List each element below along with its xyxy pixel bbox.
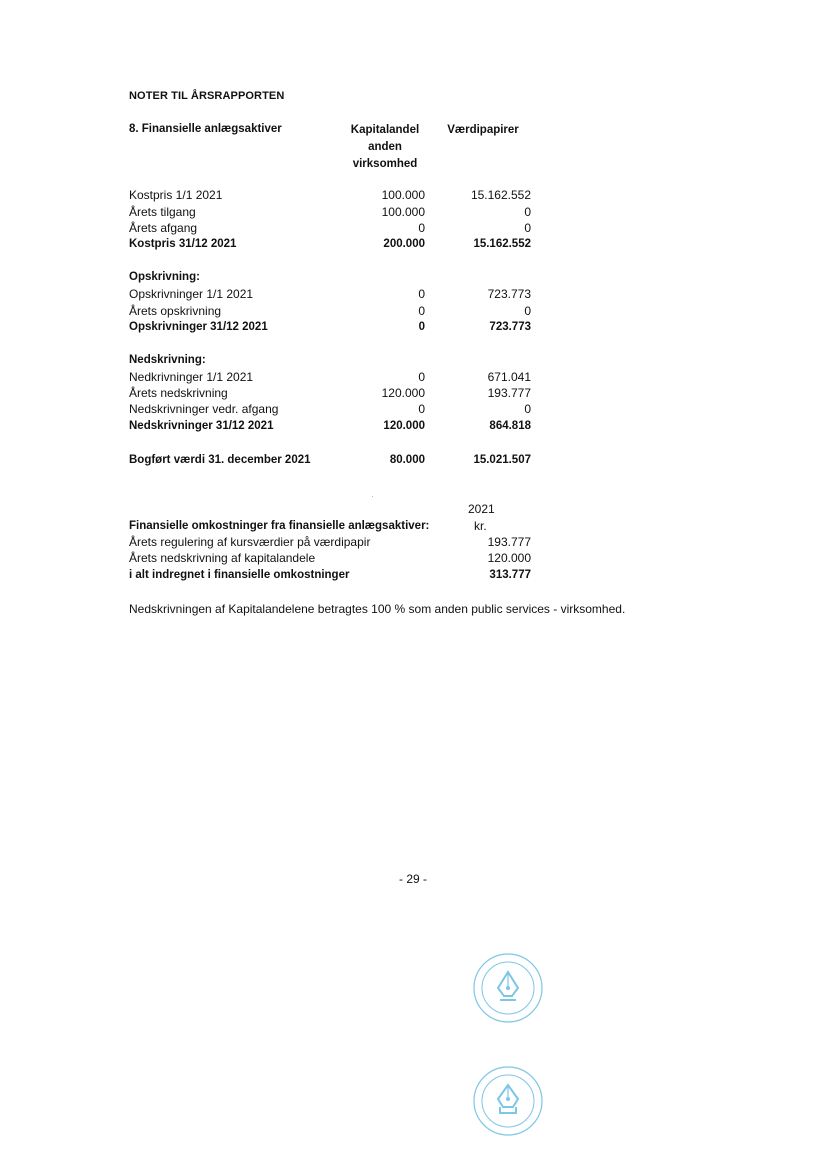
- row-value-vaerdipapirer: 15.162.552: [473, 238, 531, 250]
- row-label: Kostpris 31/12 2021: [129, 238, 237, 250]
- table-row-total: [129, 418, 531, 434]
- row-value-vaerdipapirer: 0: [524, 221, 531, 235]
- row-value-vaerdipapirer: 864.818: [489, 420, 531, 432]
- table-row: [129, 385, 531, 401]
- row-label: i alt indregnet i finansielle omkostninger: [129, 569, 350, 581]
- row-label: Årets afgang: [129, 221, 198, 235]
- signature-seal-icon: [470, 1063, 546, 1139]
- row-value-vaerdipapirer: 0: [524, 304, 531, 318]
- row-value-kapitalandel: 0: [418, 321, 425, 333]
- table-row: [129, 220, 531, 236]
- table-subheading: [129, 269, 531, 285]
- signature-seal-icon: [470, 950, 546, 1026]
- row-label: Opskrivninger 31/12 2021: [129, 321, 268, 333]
- page-heading: NOTER TIL ÅRSRAPPORTEN: [129, 90, 285, 102]
- table-row: [129, 187, 531, 203]
- row-value: 313.777: [489, 569, 531, 581]
- row-value-kapitalandel: 80.000: [389, 454, 425, 466]
- row-value-kapitalandel: 100.000: [381, 205, 425, 219]
- stray-mark: [372, 496, 373, 497]
- financial-costs-title: Finansielle omkostninger fra finansielle anlægsaktiver:: [129, 520, 430, 532]
- row-value-kapitalandel: 0: [418, 304, 425, 318]
- row-value-kapitalandel: 120.000: [381, 386, 425, 400]
- table-row: [129, 401, 531, 417]
- footnote: Nedskrivningen af Kapitalandelene betragtes 100 % som anden public services - virksomhed.: [129, 602, 626, 616]
- row-label: Nedkrivninger 1/1 2021: [129, 370, 254, 384]
- row-label: Nedskrivninger vedr. afgang: [129, 402, 279, 416]
- row-label: Bogført værdi 31. december 2021: [129, 454, 311, 466]
- page-number: - 29 -: [398, 872, 427, 886]
- row-value-vaerdipapirer: 0: [524, 402, 531, 416]
- column-header-line: Kapitalandel: [350, 124, 420, 136]
- column-header-vaerdipapirer: Værdipapirer: [447, 124, 519, 136]
- column-header-line: virksomhed: [352, 158, 418, 170]
- table-row: [129, 286, 531, 302]
- row-label: Nedskrivninger 31/12 2021: [129, 420, 274, 432]
- row-label: Opskrivninger 1/1 2021: [129, 287, 254, 301]
- row-value-vaerdipapirer: 15.021.507: [473, 454, 531, 466]
- row-value-kapitalandel: 0: [418, 221, 425, 235]
- row-value-kapitalandel: 120.000: [383, 420, 425, 432]
- row-value-kapitalandel: 0: [418, 287, 425, 301]
- row-value: 193.777: [487, 535, 531, 549]
- column-header-kapitalandel: [340, 122, 430, 173]
- financial-costs-row: [129, 534, 531, 550]
- table-row-total: [129, 319, 531, 335]
- table-subheading: [129, 352, 531, 368]
- row-value-vaerdipapirer: 193.777: [487, 386, 531, 400]
- row-value: 120.000: [487, 551, 531, 565]
- row-label: Årets nedskrivning af kapitalandele: [129, 551, 316, 565]
- row-value-kapitalandel: 0: [418, 370, 425, 384]
- financial-costs-year: 2021: [468, 502, 495, 516]
- table-row: [129, 369, 531, 385]
- row-label: Årets regulering af kursværdier på værdipapir: [129, 535, 371, 549]
- table-row: [129, 303, 531, 319]
- row-label: Årets nedskrivning: [129, 386, 228, 400]
- table-row-total: [129, 236, 531, 252]
- section-title: 8. Finansielle anlægsaktiver: [129, 123, 282, 135]
- column-header-line: anden: [368, 141, 402, 153]
- row-value-vaerdipapirer: 0: [524, 205, 531, 219]
- financial-costs-unit: kr.: [474, 519, 487, 533]
- financial-costs-row: [129, 550, 531, 566]
- table-row-book-value: [129, 452, 531, 468]
- row-value-vaerdipapirer: 723.773: [487, 287, 531, 301]
- financial-costs-total: [129, 567, 531, 583]
- row-label: Opskrivning:: [129, 271, 200, 283]
- row-value-vaerdipapirer: 671.041: [487, 370, 531, 384]
- row-value-kapitalandel: 100.000: [381, 188, 425, 202]
- row-value-kapitalandel: 200.000: [383, 238, 425, 250]
- row-label: Årets tilgang: [129, 205, 196, 219]
- row-label: Nedskrivning:: [129, 354, 206, 366]
- table-row: [129, 204, 531, 220]
- financial-costs-heading: [129, 518, 531, 534]
- row-value-vaerdipapirer: 723.773: [489, 321, 531, 333]
- row-value-vaerdipapirer: 15.162.552: [470, 188, 531, 202]
- row-label: Kostpris 1/1 2021: [129, 188, 223, 202]
- row-label: Årets opskrivning: [129, 304, 222, 318]
- row-value-kapitalandel: 0: [418, 402, 425, 416]
